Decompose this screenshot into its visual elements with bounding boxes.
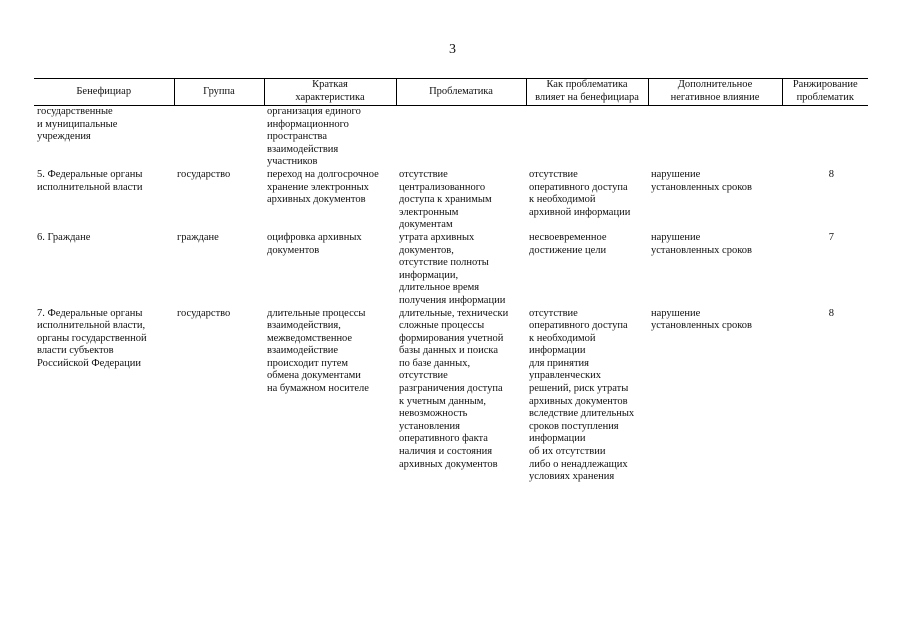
additional-cell: нарушение установленных сроков bbox=[651, 307, 752, 332]
table-row bbox=[34, 232, 868, 308]
table-header-row bbox=[34, 79, 868, 106]
group-cell: государство bbox=[177, 307, 231, 319]
characteristic-cell: переход на долгосрочное хранение электронных архивных документов bbox=[267, 168, 379, 206]
problem-cell: отсутствие централизованного доступа к хранимым электронным документам bbox=[399, 168, 492, 231]
problem-cell bbox=[396, 106, 526, 169]
table-row bbox=[34, 308, 868, 484]
group-cell: государство bbox=[177, 168, 231, 180]
impact-cell: отсутствие оперативного доступа к необходимой информации для принятия управленческих решений, риск утраты архивных документов вследствие длительных сроков поступления информации об их отсутствии либо о ненадлежащих условиях хранения bbox=[529, 307, 635, 483]
rank-cell: 8 bbox=[828, 168, 834, 180]
characteristic-cell: длительные процессы взаимодействия, межведомственное взаимодействие происходит путем обмена документами на бумажном носителе bbox=[267, 307, 369, 395]
group-cell bbox=[174, 106, 264, 169]
beneficiary-cell: 5. Федеральные органы исполнительной власти bbox=[37, 168, 143, 193]
column-header-additional: Дополнительное негативное влияние bbox=[648, 79, 782, 106]
rank-cell: 7 bbox=[828, 231, 834, 243]
additional-cell: нарушение установленных сроков bbox=[651, 168, 752, 193]
column-header-impact: Как проблематика влияет на бенефициара bbox=[526, 79, 648, 106]
characteristic-cell: организация единого информационного пространства взаимодействия участников bbox=[267, 106, 361, 168]
impact-cell: отсутствие оперативного доступа к необходимой архивной информации bbox=[529, 168, 631, 218]
characteristic-cell: оцифровка архивных документов bbox=[267, 231, 362, 256]
additional-cell: нарушение установленных сроков bbox=[651, 231, 752, 256]
problem-cell: утрата архивных документов, отсутствие полноты информации, длительное время получения информации bbox=[399, 231, 506, 306]
rank-cell: 8 bbox=[828, 307, 834, 319]
impact-cell: несвоевременное достижение цели bbox=[529, 231, 607, 256]
impact-cell bbox=[526, 106, 648, 169]
beneficiary-cell: государственные и муниципальные учреждения bbox=[37, 106, 118, 143]
problem-cell: длительные, технически сложные процессы формирования учетной базы данных и поиска по базе данных, отсутствие разграничения доступа к учетным данным, невозможность установления оперативного факта наличия и состояния архивных документов bbox=[399, 307, 509, 470]
group-cell: граждане bbox=[177, 231, 219, 243]
column-header-group: Группа bbox=[174, 79, 264, 106]
table-row bbox=[34, 169, 868, 232]
table-row bbox=[34, 106, 868, 169]
beneficiary-cell: 7. Федеральные органы исполнительной власти, органы государственной власти субъектов Российской Федерации bbox=[37, 307, 147, 369]
additional-cell bbox=[648, 106, 782, 169]
problems-table bbox=[34, 78, 868, 484]
column-header-beneficiary: Бенефициар bbox=[34, 79, 174, 106]
beneficiary-cell: 6. Граждане bbox=[37, 231, 91, 243]
column-header-rank: Ранжирование проблематик bbox=[782, 79, 868, 106]
column-header-characteristic: Краткая характеристика bbox=[264, 79, 396, 106]
column-header-problem: Проблематика bbox=[396, 79, 526, 106]
page-number: 3 bbox=[449, 42, 456, 57]
rank-cell bbox=[782, 106, 868, 169]
